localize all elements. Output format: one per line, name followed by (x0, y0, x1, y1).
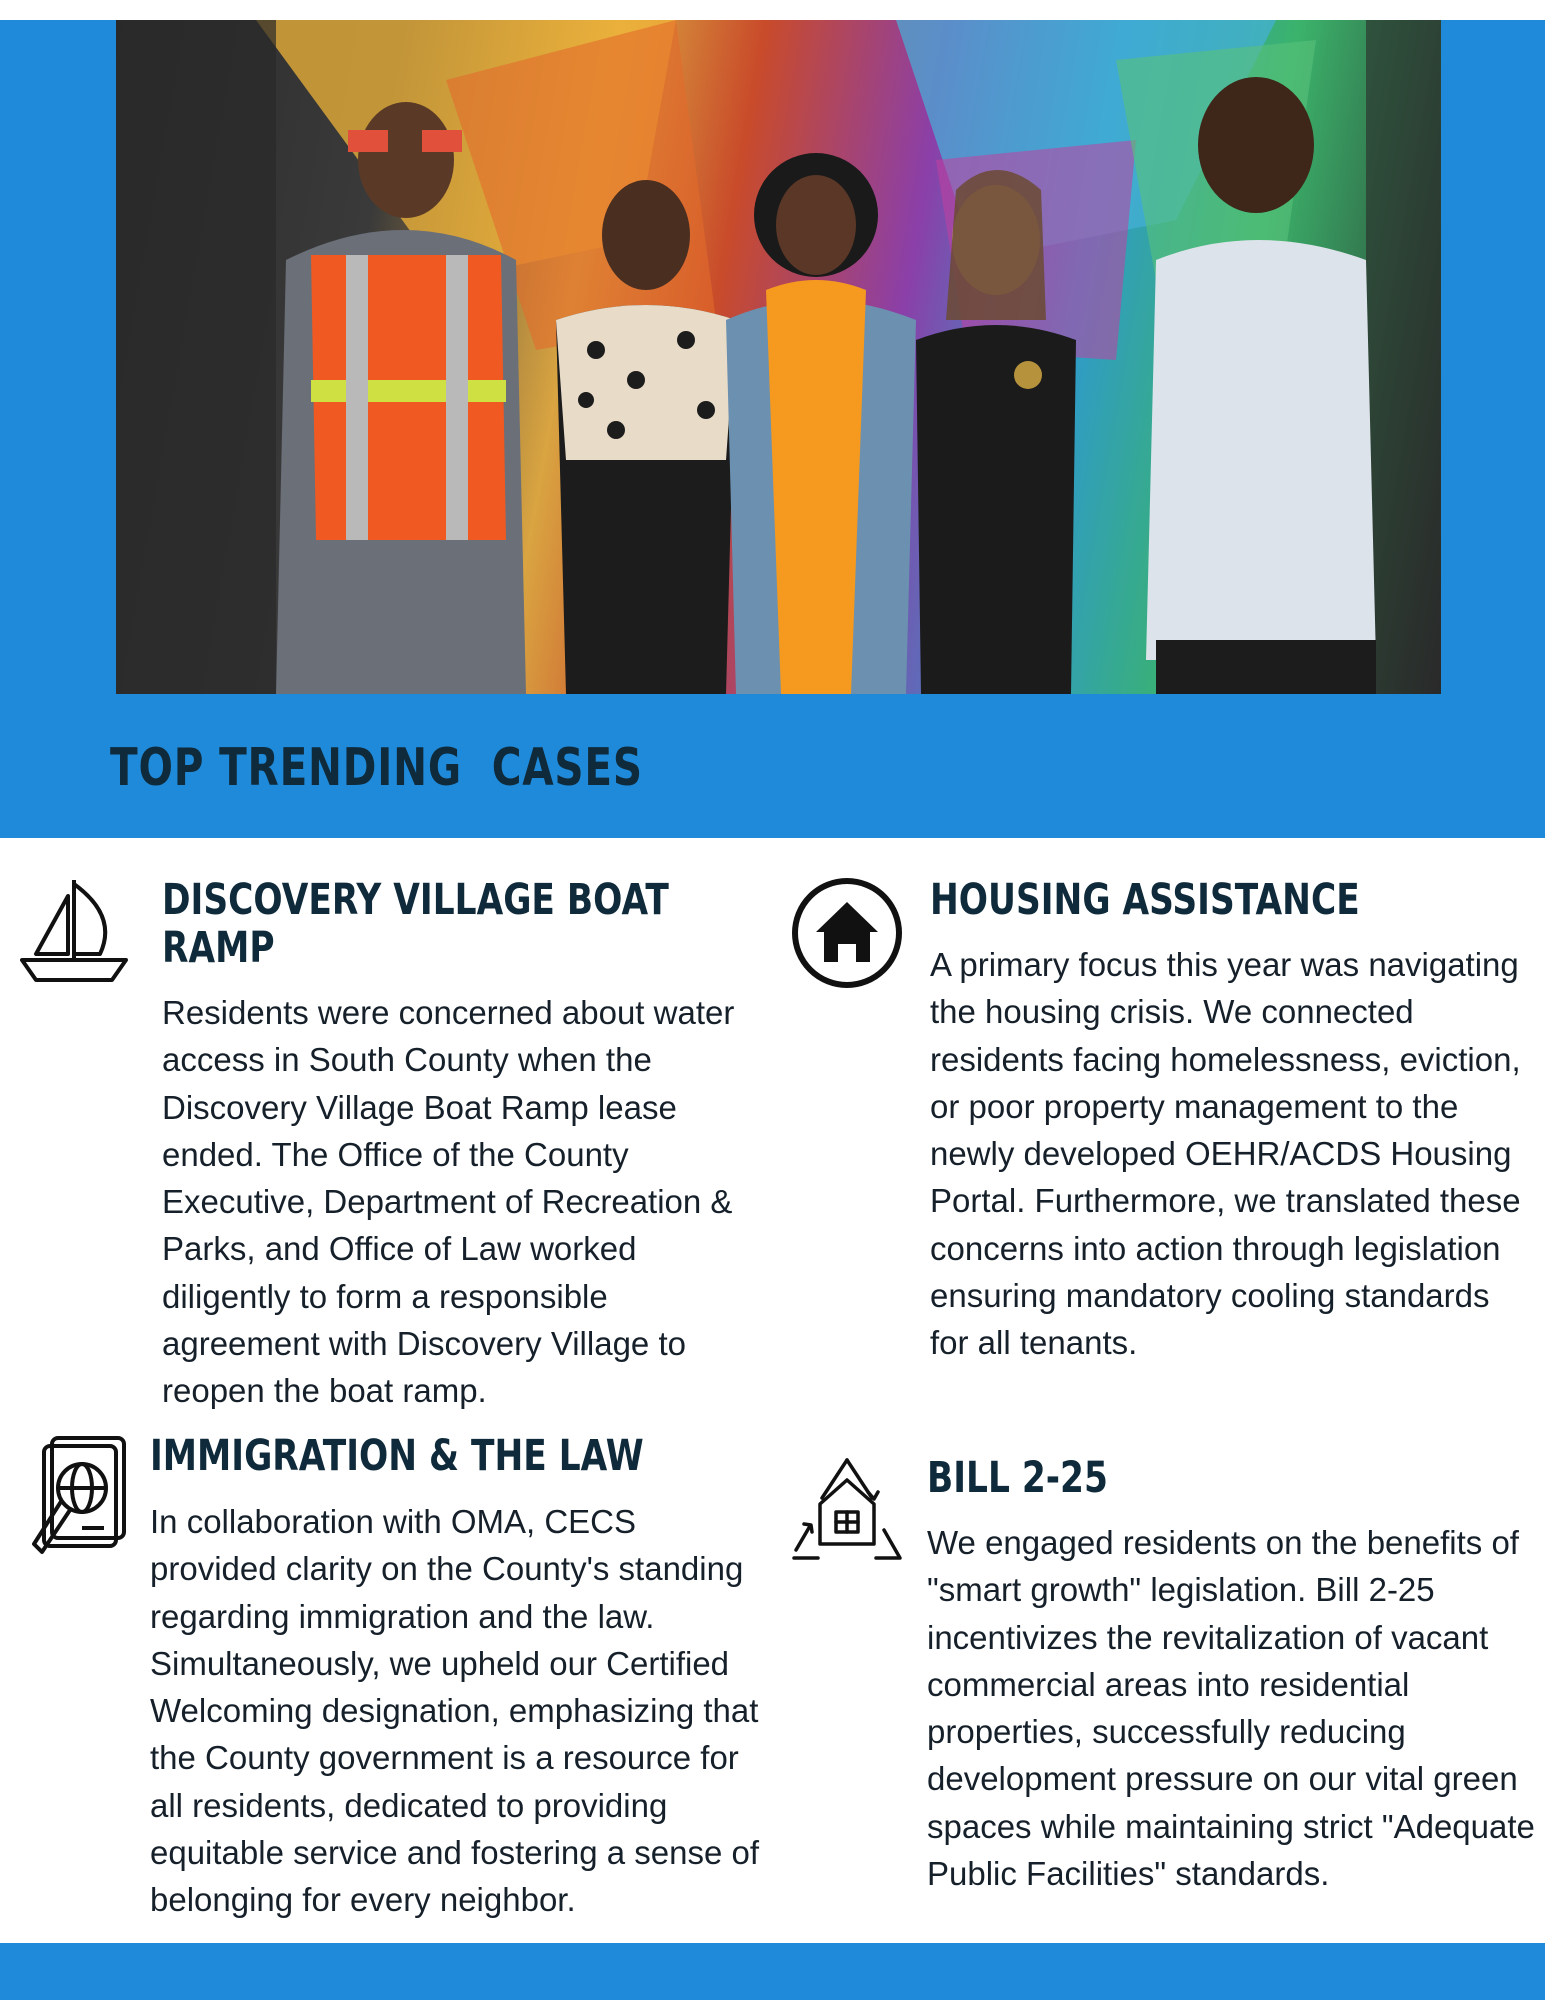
case-bill-2-25 (927, 1454, 1537, 1897)
case-title: HOUSING ASSISTANCE (930, 875, 1360, 925)
section-title: TOP TRENDING CASES (110, 738, 643, 798)
group-photo (116, 20, 1441, 694)
sailboat-icon (20, 876, 128, 984)
case-body: In collaboration with OMA, CECS provided clarity on the County's standing regarding immigration and the law. Simultaneously, we upheld our Certified Welcoming designation, emphasizing that the County government is a resource for all residents, dedicated to providing equitable service and fostering a sense of belonging for every neighbor. (150, 1503, 760, 1919)
case-body: Residents were concerned about water access in South County when the Discovery Village Boat Ramp lease ended. The Office of the County Executive, Department of Recreation & Parks, and Office of Law worked diligently to form a responsible agreement with Discovery Village to reopen the boat ramp. (162, 994, 735, 1410)
house-circle-icon (790, 876, 904, 990)
case-housing-assistance (930, 876, 1530, 1367)
case-discovery-village (162, 876, 762, 1415)
house-recycle-icon (790, 1454, 904, 1560)
case-body: We engaged residents on the benefits of "smart growth" legislation. Bill 2-25 incentivizes the revitalization of vacant commercial areas into residential properties, successfully reducing development pressure on our vital green spaces while maintaining strict "Adequate Public Facilities" standards. (927, 1524, 1535, 1893)
case-immigration (150, 1432, 770, 1924)
footer-bar (0, 1943, 1545, 2000)
case-title: DISCOVERY VILLAGE BOAT RAMP (162, 875, 669, 973)
case-title: BILL 2-25 (927, 1453, 1108, 1503)
case-title: IMMIGRATION & THE LAW (150, 1431, 644, 1481)
case-body: A primary focus this year was navigating the housing crisis. We connected residents facing homelessness, eviction, or poor property management to the newly developed OEHR/ACDS Housing Portal. Furthermore, we translated these concerns into action through legislation ensuring mandatory cooling standards for all tenants. (930, 946, 1521, 1362)
passport-magnifier-icon (24, 1432, 130, 1566)
